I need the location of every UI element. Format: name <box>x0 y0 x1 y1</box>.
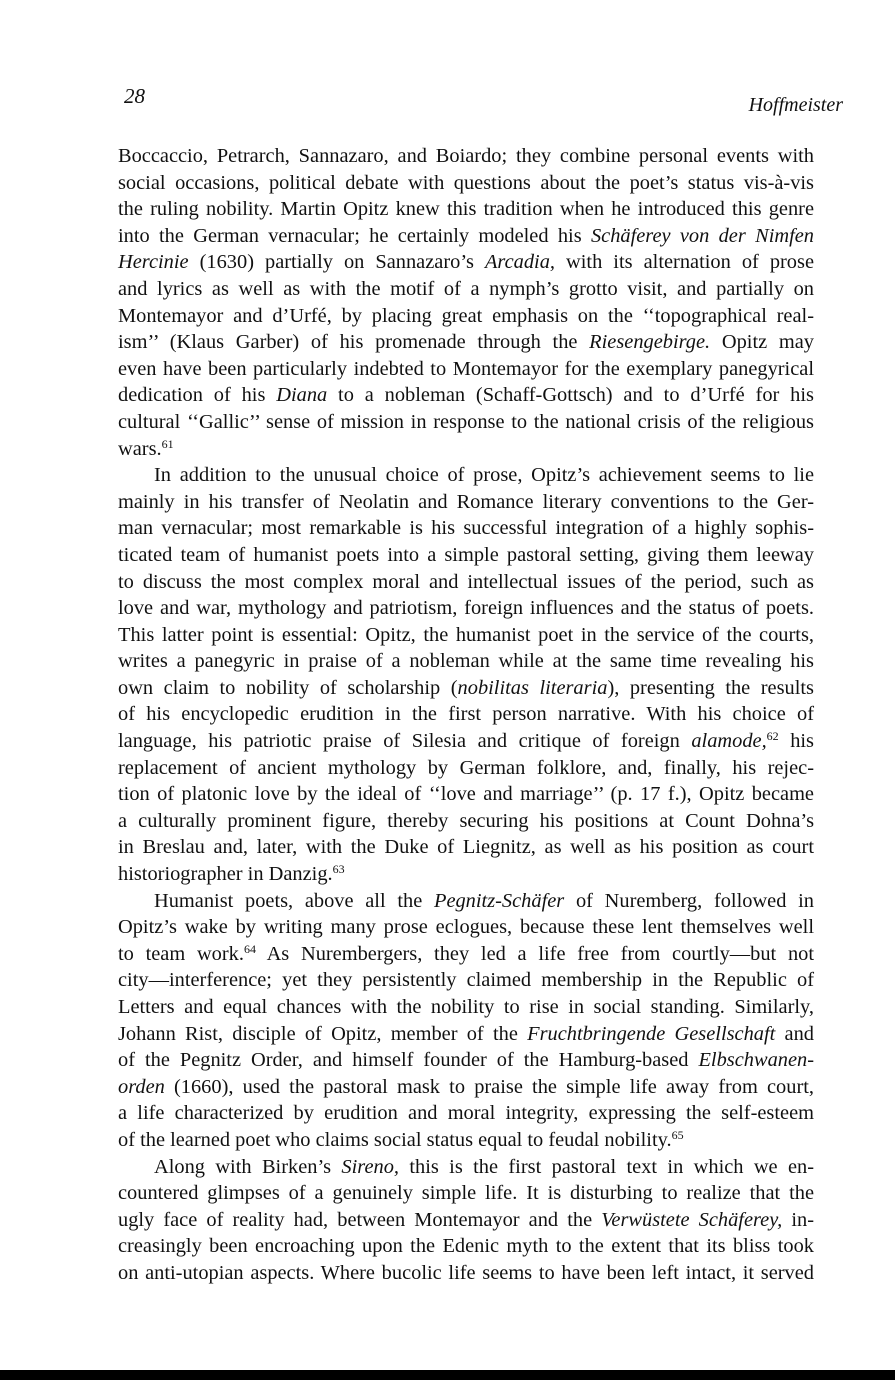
text-line <box>118 249 814 276</box>
scan-border <box>0 1370 895 1380</box>
text-run: the ruling nobility. Martin Opitz knew this tradition when he introduced this genre <box>118 198 814 221</box>
text-run: own claim to nobility of scholarship ( <box>118 676 458 699</box>
footnote-ref: 65 <box>671 1127 684 1142</box>
text-line <box>118 808 814 835</box>
text-run: replacement of ancient mythology by German folklore, and, finally, his rejec- <box>118 756 814 779</box>
text-run: into the German vernacular; he certainly modeled his <box>118 224 591 247</box>
text-run: of Nuremberg, followed in <box>564 889 814 912</box>
text-run: of the learned poet who claims social status equal to feudal nobility. <box>118 1128 672 1151</box>
text-run: with its alternation of prose <box>555 251 814 274</box>
text-line <box>118 781 814 808</box>
text-run: Along with Birken’s <box>154 1155 342 1178</box>
text-line <box>118 196 814 223</box>
text-run: even have been particularly indebted to Montemayor for the exemplary panegyrical <box>118 357 814 380</box>
text-run: Hercinie <box>118 251 189 274</box>
running-head: Hoffmeister <box>748 94 843 116</box>
text-run: his <box>778 730 814 753</box>
text-line <box>118 648 814 675</box>
text-run: orden <box>118 1075 165 1098</box>
text-run: ), presenting the results <box>607 676 814 699</box>
text-line <box>118 382 814 409</box>
text-line <box>118 941 814 968</box>
text-run: (1630) partially on Sannazaro’s <box>188 251 485 274</box>
text-line <box>118 489 814 516</box>
text-line <box>118 994 814 1021</box>
text-run: This latter point is essential: Opitz, the humanist poet in the service of the courts, <box>118 623 814 646</box>
text-line <box>118 143 814 170</box>
text-line <box>118 1180 814 1207</box>
text-run: Pegnitz-Schäfer <box>433 889 565 912</box>
text-run: tion of platonic love by the ideal of ‘‘love and marriage’’ (p. 17 f.), Opitz became <box>118 783 814 806</box>
text-run: Arcadia, <box>484 251 555 274</box>
text-run: language, his patriotic praise of Silesia and critique of foreign <box>118 730 692 753</box>
text-run: wars. <box>118 437 162 460</box>
text-line <box>118 356 814 383</box>
text-line <box>118 675 814 702</box>
text-line <box>118 701 814 728</box>
text-run: Letters and equal chances with the nobility to rise in social standing. Similarly, <box>118 996 814 1018</box>
text-run: Elbschwanen- <box>698 1049 814 1072</box>
text-run: and <box>775 1022 815 1045</box>
text-line <box>118 542 814 569</box>
text-run: ugly face of reality had, between Montemayor and the <box>118 1208 602 1231</box>
text-line <box>118 888 814 915</box>
text-run: city—interference; yet they persistently claimed membership in the Republic of <box>118 969 814 992</box>
page-number: 28 <box>124 84 145 108</box>
text-run: nobilitas literaria <box>457 676 608 699</box>
text-run: Opitz’s wake by writing many prose eclogues, because these lent themselves well <box>118 916 814 939</box>
text-run: to a nobleman (Schaff-Gottsch) and to d’Urfé for his <box>327 384 814 407</box>
text-line <box>118 1100 814 1127</box>
text-line <box>118 569 814 596</box>
text-line <box>118 755 814 782</box>
text-line <box>118 1154 814 1181</box>
text-run: Fruchtbringende Gesellschaft <box>527 1022 776 1045</box>
text-run: In addition to the unusual choice of prose, Opitz’s achievement seems to lie <box>154 464 814 487</box>
text-run: on anti-utopian aspects. Where bucolic life seems to have been left intact, it served <box>118 1261 814 1284</box>
text-line <box>118 223 814 250</box>
text-line <box>118 861 814 888</box>
text-line <box>118 436 814 463</box>
text-run: ticated team of humanist poets into a simple pastoral setting, giving them leeway <box>118 543 814 566</box>
text-run: creasingly been encroaching upon the Edenic myth to the extent that its bliss took <box>118 1235 814 1258</box>
text-run: of the Pegnitz Order, and himself founder of the Hamburg-based <box>118 1049 699 1072</box>
text-run: man vernacular; most remarkable is his successful integration of a highly sophis- <box>118 517 814 540</box>
text-line <box>118 967 814 994</box>
text-run: alamode, <box>691 730 767 753</box>
text-line <box>118 515 814 542</box>
text-line <box>118 1233 814 1260</box>
text-run: to team work. <box>118 942 244 965</box>
text-run: Opitz may <box>710 331 814 354</box>
text-run: countered glimpses of a genuinely simple life. It is disturbing to realize that the <box>118 1182 814 1205</box>
text-run: cultural ‘‘Gallic’’ sense of mission in response to the national crisis of the religious <box>118 410 814 433</box>
text-run: a culturally prominent figure, thereby securing his positions at Count Dohna’s <box>118 809 814 832</box>
text-line <box>118 276 814 303</box>
text-run: Verwüstete Schäferey, <box>601 1208 783 1231</box>
text-run: of his encyclopedic erudition in the first person narrative. With his choice of <box>118 703 814 726</box>
text-line <box>118 170 814 197</box>
text-run: Humanist poets, above all the <box>154 889 434 912</box>
page-header <box>0 84 895 124</box>
text-line <box>118 1047 814 1074</box>
text-run: writes a panegyric in praise of a nobleman while at the same time revealing his <box>118 650 814 673</box>
text-run: dedication of his <box>118 384 277 407</box>
text-run: (1660), used the pastoral mask to praise the simple life away from court, <box>164 1075 814 1098</box>
body-text <box>118 143 814 1287</box>
text-line <box>118 1207 814 1234</box>
text-line <box>118 622 814 649</box>
text-line <box>118 409 814 436</box>
text-run: in Breslau and, later, with the Duke of Liegnitz, as well as his position as court <box>118 836 814 859</box>
text-line <box>118 462 814 489</box>
text-line <box>118 329 814 356</box>
text-run: mainly in his transfer of Neolatin and Romance literary conventions to the Ger- <box>118 490 814 513</box>
text-line <box>118 1127 814 1154</box>
text-run: historiographer in Danzig. <box>118 863 333 886</box>
text-line <box>118 728 814 755</box>
text-line <box>118 1021 814 1048</box>
text-run: Boccaccio, Petrarch, Sannazaro, and Boiardo; they combine personal events with <box>118 145 814 167</box>
text-run: love and war, mythology and patriotism, foreign influences and the status of poets. <box>118 597 814 620</box>
text-run: Schäferey von der Nimfen <box>590 224 814 247</box>
text-run: this is the first pastoral text in which we en- <box>398 1155 815 1178</box>
text-run: As Nurembergers, they led a life free from courtly—but not <box>255 942 815 965</box>
text-line <box>118 303 814 330</box>
text-run: Montemayor and d’Urfé, by placing great emphasis on the ‘‘topographical real- <box>118 304 814 327</box>
text-run: Riesengebirge. <box>589 331 711 354</box>
footnote-ref: 64 <box>243 941 256 956</box>
text-line <box>118 834 814 861</box>
text-run: a life characterized by erudition and moral integrity, expressing the self-esteem <box>118 1102 814 1125</box>
text-run: ism’’ (Klaus Garber) of his promenade through the <box>118 331 590 354</box>
text-line <box>118 595 814 622</box>
footnote-ref: 62 <box>766 729 779 744</box>
text-line <box>118 1260 814 1287</box>
text-line <box>118 1074 814 1101</box>
footnote-ref: 61 <box>161 436 174 451</box>
text-run: Diana <box>276 384 328 407</box>
text-run: Johann Rist, disciple of Opitz, member of the <box>118 1022 528 1045</box>
text-run: social occasions, political debate with questions about the poet’s status vis-à-vis <box>118 171 814 194</box>
text-run: to discuss the most complex moral and intellectual issues of the period, such as <box>118 570 814 593</box>
text-run: in- <box>782 1208 815 1231</box>
footnote-ref: 63 <box>332 862 345 877</box>
text-line <box>118 914 814 941</box>
text-run: and lyrics as well as with the motif of a nymph’s grotto visit, and partially on <box>118 277 814 300</box>
text-run: Sireno, <box>341 1155 399 1178</box>
